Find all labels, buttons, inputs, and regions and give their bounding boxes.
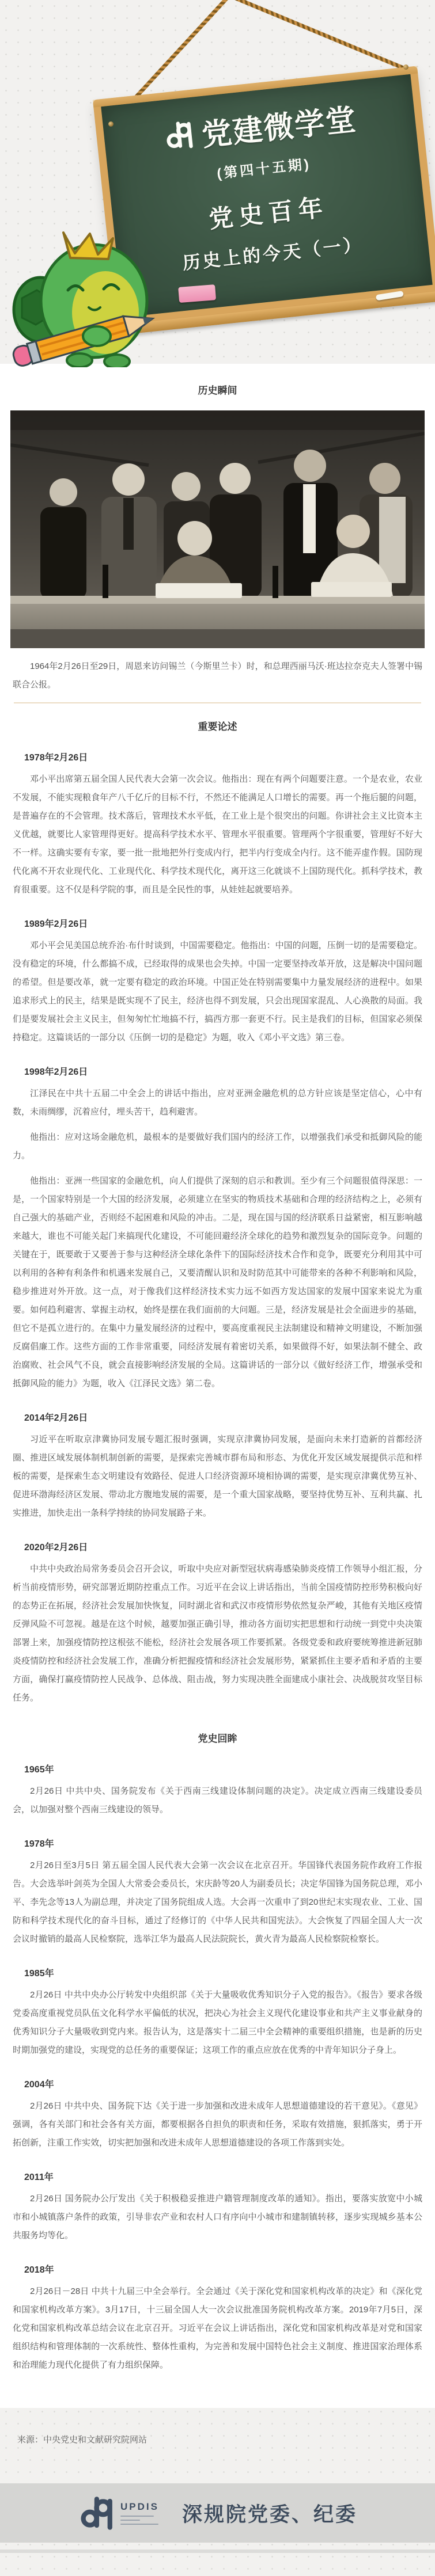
discourse-entry-date: 1978年2月26日 <box>24 753 88 763</box>
discourse-entry-date: 2014年2月26日 <box>24 1413 88 1423</box>
photo-caption: 1964年2月26日至29日，周恩来访问锡兰（今斯里兰卡）时，和总理西丽马沃·班达拉奈克夫人签署中锡联合公报。 <box>13 661 422 690</box>
nail-icon <box>403 64 408 70</box>
footer-title: 深规院党委、纪委 <box>181 2503 357 2526</box>
header-banner <box>0 0 435 364</box>
dated-entry <box>13 1836 422 1949</box>
footer-bar <box>0 2483 435 2543</box>
review-entry-date: 1965年 <box>24 1765 54 1775</box>
section-title-moment: 历史瞬间 <box>198 385 237 396</box>
section-divider <box>14 702 421 703</box>
board-issue: (第四十五期) <box>216 156 312 182</box>
review-paragraph: 2月26日至3月5日 第五届全国人民代表大会第一次会议在北京召开。华国锋代表国务院作政府工作报告。大会选举叶剑英为全国人大常委会委员长，宋庆龄等20人为副委员长；决定华国锋为国务院总理，邓小平、李先念等13人为副总理，并决定了国务院组成人选。大会再一次重申了到20世纪末实现农业、工业、国防和科学技术现代化的奋斗目标，通过了经修订的《中华人民共和国宪法》。大会恢复了四届全国人大一次会议时撤销的最高人民检察院，选举江华为最高人民法院院长，黄火青为最高人民检察院检察长。 <box>13 1860 422 1944</box>
discourse-paragraph: 他指出：应对这场金融危机，最根本的是要做好我们国内的经济工作，以增强我们承受和抵御风险的能力。 <box>13 1132 422 1160</box>
review-entry-date: 2011年 <box>24 2172 54 2182</box>
source-line: 来源：中央党史和文献研究院网站 <box>17 2435 147 2445</box>
section-title-review: 党史回眸 <box>198 1733 237 1744</box>
review-entry-date: 2004年 <box>24 2080 54 2090</box>
discourse-entry-date: 1989年2月26日 <box>24 919 88 929</box>
dated-entry <box>13 1762 422 1819</box>
dated-entry <box>13 750 422 899</box>
discourse-paragraph: 江泽民在中共十五届二中全会上的讲话中指出，应对亚洲金融危机的总方针应该是坚定信心，心中有数，未雨绸缪，沉着应付，埋头苦干，趋利避害。 <box>13 1089 422 1117</box>
discourse-entries <box>13 750 422 1707</box>
review-paragraph: 2月26日 中共中央、国务院下达《关于进一步加强和改进未成年人思想道德建设的若干意见》。《意见》强调，各有关部门和社会各有关方面，都要根据各自担负的职责和任务，采取有效措施，狠抓落实，勇于开拓创新，注重工作实效，切实把加强和改进未成年人思想道德建设的各项工作落到实处。 <box>13 2101 422 2148</box>
discourse-entry-date: 2020年2月26日 <box>24 1543 88 1553</box>
board-subtitle-2: 历史上的今天（一） <box>181 234 365 273</box>
dated-entry <box>13 2077 422 2152</box>
updis-logo-text: UPDIS <box>120 2501 159 2512</box>
updis-logo-mark-icon <box>78 2495 115 2532</box>
dated-entry <box>13 1410 422 1523</box>
logo-microtext <box>120 2520 140 2521</box>
discourse-paragraph: 邓小平出席第五届全国人民代表大会第一次会议。他指出：现在有两个问题要注意。一个是农业，农业不发展，不能实现粮食年产八千亿斤的目标不行，不然还不能满足人口增长的需要。再一个拖后腿的问题，是普遍存在的不会管理。技术落后，管理技术水平低，在工业上是个很突出的问题。你讲社会主义比资本主义优越，就要比人家管理得更好。提高科学技术水平、管理水平很重要。管理两个字很重要，管理好不好大不一样。这确实要有专家，要一批一批地把外行变成内行，把半内行变成全内行。这不能弄虚作假。国防现代化离不开农业现代化、工业现代化、科学技术现代化，离开这三化就谈不上国防现代化。抓科学技术，教育很重要。这不仅是科学院的事，而且是全民性的事，从娃娃起就要培养。 <box>13 774 422 895</box>
discourse-paragraph: 中共中央政治局常务委员会召开会议，听取中央应对新型冠状病毒感染肺炎疫情工作领导小组汇报，分析当前疫情形势，研究部署近期防控重点工作。习近平在会议上讲话指出，当前全国疫情防控形势积极向好的态势正在拓展，经济社会发展加快恢复，同时湖北省和武汉市疫情形势依然复杂严峻，其他有关地区疫情反弹风险不可忽视。越是在这个时候，越要加强正确引导，推动各方面切实把思想和行动统一到党中央决策部署上来，加强疫情防控这根弦不能松，经济社会发展各项工作要抓紧。各级党委和政府要统筹推进新冠肺炎疫情防控和经济社会发展工作，准确分析把握疫情和经济社会发展形势，紧紧抓住主要矛盾和矛盾的主要方面，确保打赢疫情防控人民战争、总体战、阻击战，努力实现决胜全面建成小康社会、决战脱贫攻坚目标任务。 <box>13 1564 422 1703</box>
section-title-discourse: 重要论述 <box>198 721 237 732</box>
board-title: 党建微学堂 <box>200 103 359 153</box>
dated-entry <box>13 1064 422 1393</box>
board-subtitle-1: 党史百年 <box>207 193 330 233</box>
discourse-paragraph: 习近平在听取京津冀协同发展专题汇报时强调，实现京津冀协同发展，是面向未来打造新的首都经济圈、推进区域发展体制机制创新的需要，是探索完善城市群布局和形态、为优化开发区域发展提供示范和样板的需要，是探索生态文明建设有效路径、促进人口经济资源环境相协调的需要，是实现京津冀优势互补、促进环渤海经济区发展、带动北方腹地发展的需要，是一个重大国家战略，要坚持优势互补、互利共赢、扎实推进，加快走出一条科学持续的协同发展路子来。 <box>13 1435 422 1518</box>
dated-entry <box>13 1966 422 2060</box>
dated-entry <box>13 2262 422 2375</box>
discourse-paragraph: 邓小平会见美国总统乔治·布什时谈到，中国需要稳定。他指出：中国的问题，压倒一切的是需要稳定。没有稳定的环境，什么都搞不成，已经取得的成果也会失掉。中国一定要坚持改革开放，这是解决中国问题的希望。但是要改革，就一定要有稳定的政治环境。中国正处在特别需要集中力量发展经济的进程中。如果追求形式上的民主，结果是既实现不了民主，经济也得不到发展，只会出现国家混乱、人心涣散的局面。我们是要发展社会主义民主，但匆匆忙忙地搞不行，搞西方那一套更不行。民主是我们的目标，但国家必须保持稳定。这篇谈话的一部分以《压倒一切的是稳定》为题，收入《邓小平文选》第三卷。 <box>13 941 422 1042</box>
footer-padding <box>0 2553 435 2576</box>
review-entry-date: 1978年 <box>24 1839 54 1849</box>
review-paragraph: 2月26日－28日 中共十九届三中全会举行。全会通过《关于深化党和国家机构改革的决定》和《深化党和国家机构改革方案》。3月17日，十三届全国人大一次会议批准国务院机构改革方案。2019年7月5日，深化党和国家机构改革总结会议在北京召开。习近平在会议上讲话指出，深化党和国家机构改革是对党和国家组织结构和管理体制的一次系统性、整体性重构，为完善和发展中国特色社会主义制度、推进国家治理体系和治理能力现代化提供了有力组织保障。 <box>13 2286 422 2370</box>
dated-entry <box>13 2170 422 2245</box>
review-entry-date: 1985年 <box>24 1969 54 1978</box>
historical-photo <box>10 410 425 648</box>
party-logo-icon <box>161 117 196 153</box>
rope-right <box>228 0 407 71</box>
dated-entry <box>13 1540 422 1707</box>
discourse-entry-date: 1998年2月26日 <box>24 1067 88 1077</box>
updis-logo <box>78 2495 159 2532</box>
review-paragraph: 2月26日 中共中央办公厅转发中央组织部《关于大量吸收优秀知识分子入党的报告》。《报告》要求各级党委高度重视党员队伍文化科学水平偏低的状况，把决心为社会主义现代化建设事业和共产主义事业献身的优秀知识分子大量吸收到党内来。报告认为，这是落实十二届三中全会精神的重要组织措施，也是新的历史时期加强党的建设，实现党的总任务的重要保证；这项工作的重点应放在优秀的中青年知识分子身上。 <box>13 1990 422 2055</box>
discourse-paragraph: 他指出：亚洲一些国家的金融危机，向人们提供了深刻的启示和教训。至少有三个问题很值得深思：一是，一个国家特别是一个大国的经济发展，必须建立在坚实的物质技术基础和合理的经济结构之上，必须有自己强大的基础产业，否则经不起困难和风险的冲击。二是，现在国与国的经济联系日益紧密，相互影响越来越大，谁也不可能关起门来搞现代化建设，不可能回避经济全球化的趋势和激烈复杂的国际竞争。问题的关键在于，既要敢于又要善于参与这种经济全球化条件下的国际经济技术合作和竞争，既要充分利用其中可以利用的各种有利条件和机遇来发展自己，又要清醒认识和及时防范其中可能带来的各种不利影响和风险，稳步推进对外开放。这一点，对于像我们这样经济技术实力远不如西方发达国家的发展中国家来说尤为重要。如何趋利避害、掌握主动权，始终是摆在我们面前的大问题。三是，经济发展是社会全面进步的基础，但它不是孤立进行的。在集中力量发展经济的过程中，要高度重视民主法制建设和精神文明建设，不断加强反腐倡廉工作。这些方面的工作非常重要，同经济发展有着密切关系，如果做得不好，如果法制不健全、政治腐败、社会风气不良，就会直接影响经济发展的全局。这篇讲话的一部分以《做好经济工作，增强承受和抵御风险的能力》为题，收入《江泽民文选》第二卷。 <box>13 1176 422 1388</box>
article-card <box>0 364 435 2408</box>
chalk <box>376 291 404 300</box>
mascot-turtle <box>10 223 195 367</box>
review-entries <box>13 1762 422 2375</box>
dated-entry <box>13 916 422 1047</box>
logo-microtext <box>120 2516 154 2517</box>
review-entry-date: 2018年 <box>24 2265 54 2275</box>
review-paragraph: 2月26日 国务院办公厅发出《关于积极稳妥推进户籍管理制度改革的通知》。指出，要落实放宽中小城市和小城镇落户条件的政策，引导非农产业和农村人口有序向中小城市和建制镇转移，逐步实现城乡基本公共服务均等化。 <box>13 2194 422 2240</box>
nail-icon <box>108 121 114 127</box>
review-paragraph: 2月26日 中共中央、国务院发布《关于西南三线建设体制问题的决定》。决定成立西南三线建设委员会，以加强对整个西南三线建设的领导。 <box>13 1786 422 1814</box>
logo-microtext <box>120 2524 158 2525</box>
